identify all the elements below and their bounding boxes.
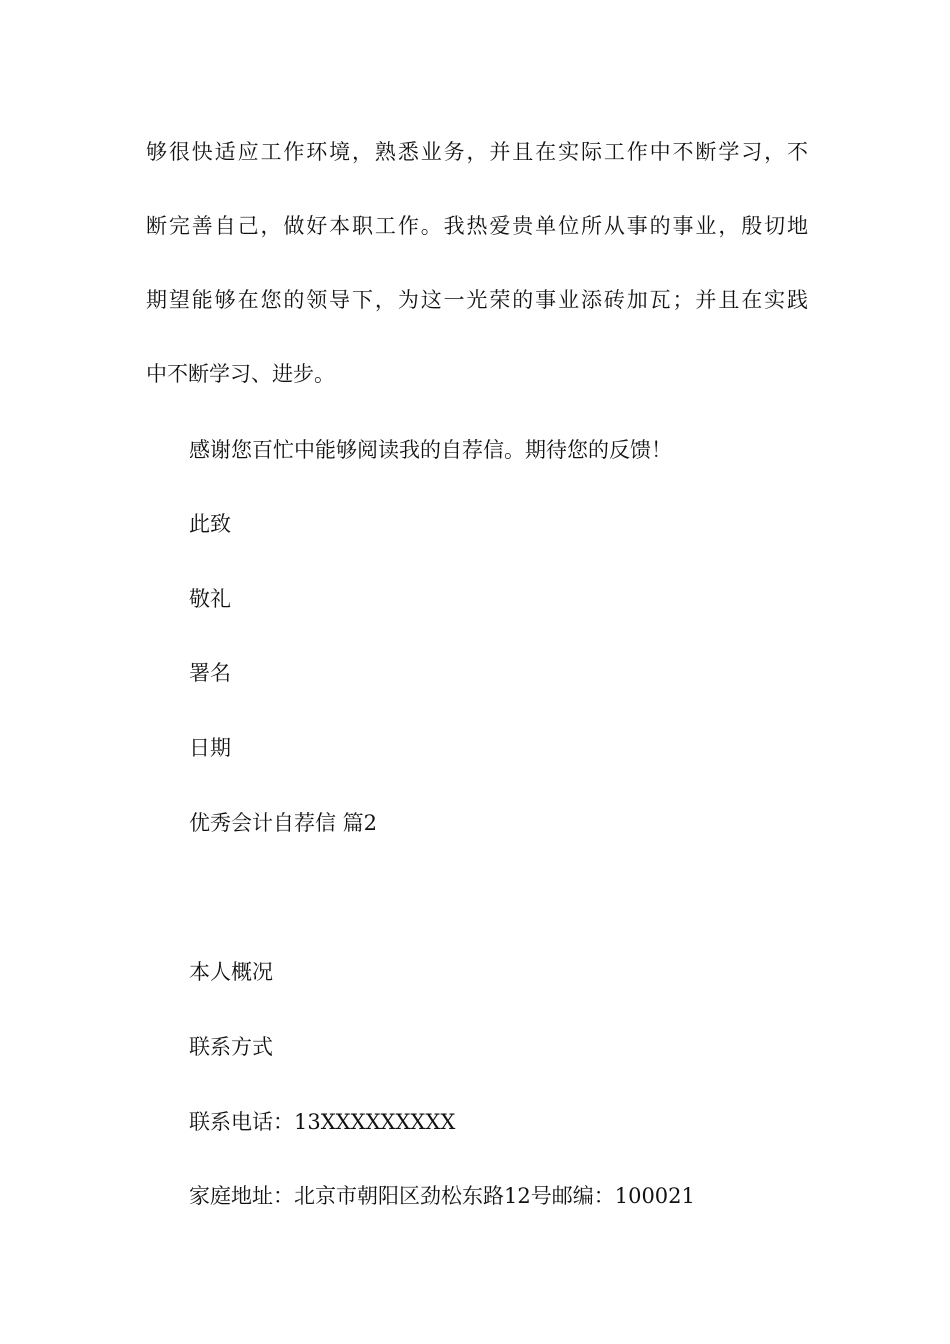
paragraph-line: 够很快适应工作环境，熟悉业务，并且在实际工作中不断学习，不 xyxy=(146,140,808,164)
closing-regards: 敬礼 xyxy=(189,587,231,611)
thanks-text: 感谢您百忙中能够阅读我的自荐信。期待您的反馈！ xyxy=(189,438,672,462)
signature-label: 署名 xyxy=(189,661,231,685)
contact-heading: 联系方式 xyxy=(189,1035,273,1059)
paragraph-line: 期望能够在您的领导下，为这一光荣的事业添砖加瓦；并且在实践 xyxy=(146,288,808,312)
paragraph-line: 断完善自己，做好本职工作。我热爱贵单位所从事的事业，殷切地 xyxy=(146,214,808,238)
paragraph-line: 中不断学习、进步。 xyxy=(146,362,335,386)
address-text: 家庭地址：北京市朝阳区劲松东路12号邮编：100021 xyxy=(189,1184,695,1208)
date-label: 日期 xyxy=(189,736,231,760)
phone-text: 联系电话：13XXXXXXXXX xyxy=(189,1110,456,1134)
closing-salutation: 此致 xyxy=(189,512,231,536)
section-title: 优秀会计自荐信 篇2 xyxy=(189,811,378,835)
profile-heading: 本人概况 xyxy=(189,960,273,984)
